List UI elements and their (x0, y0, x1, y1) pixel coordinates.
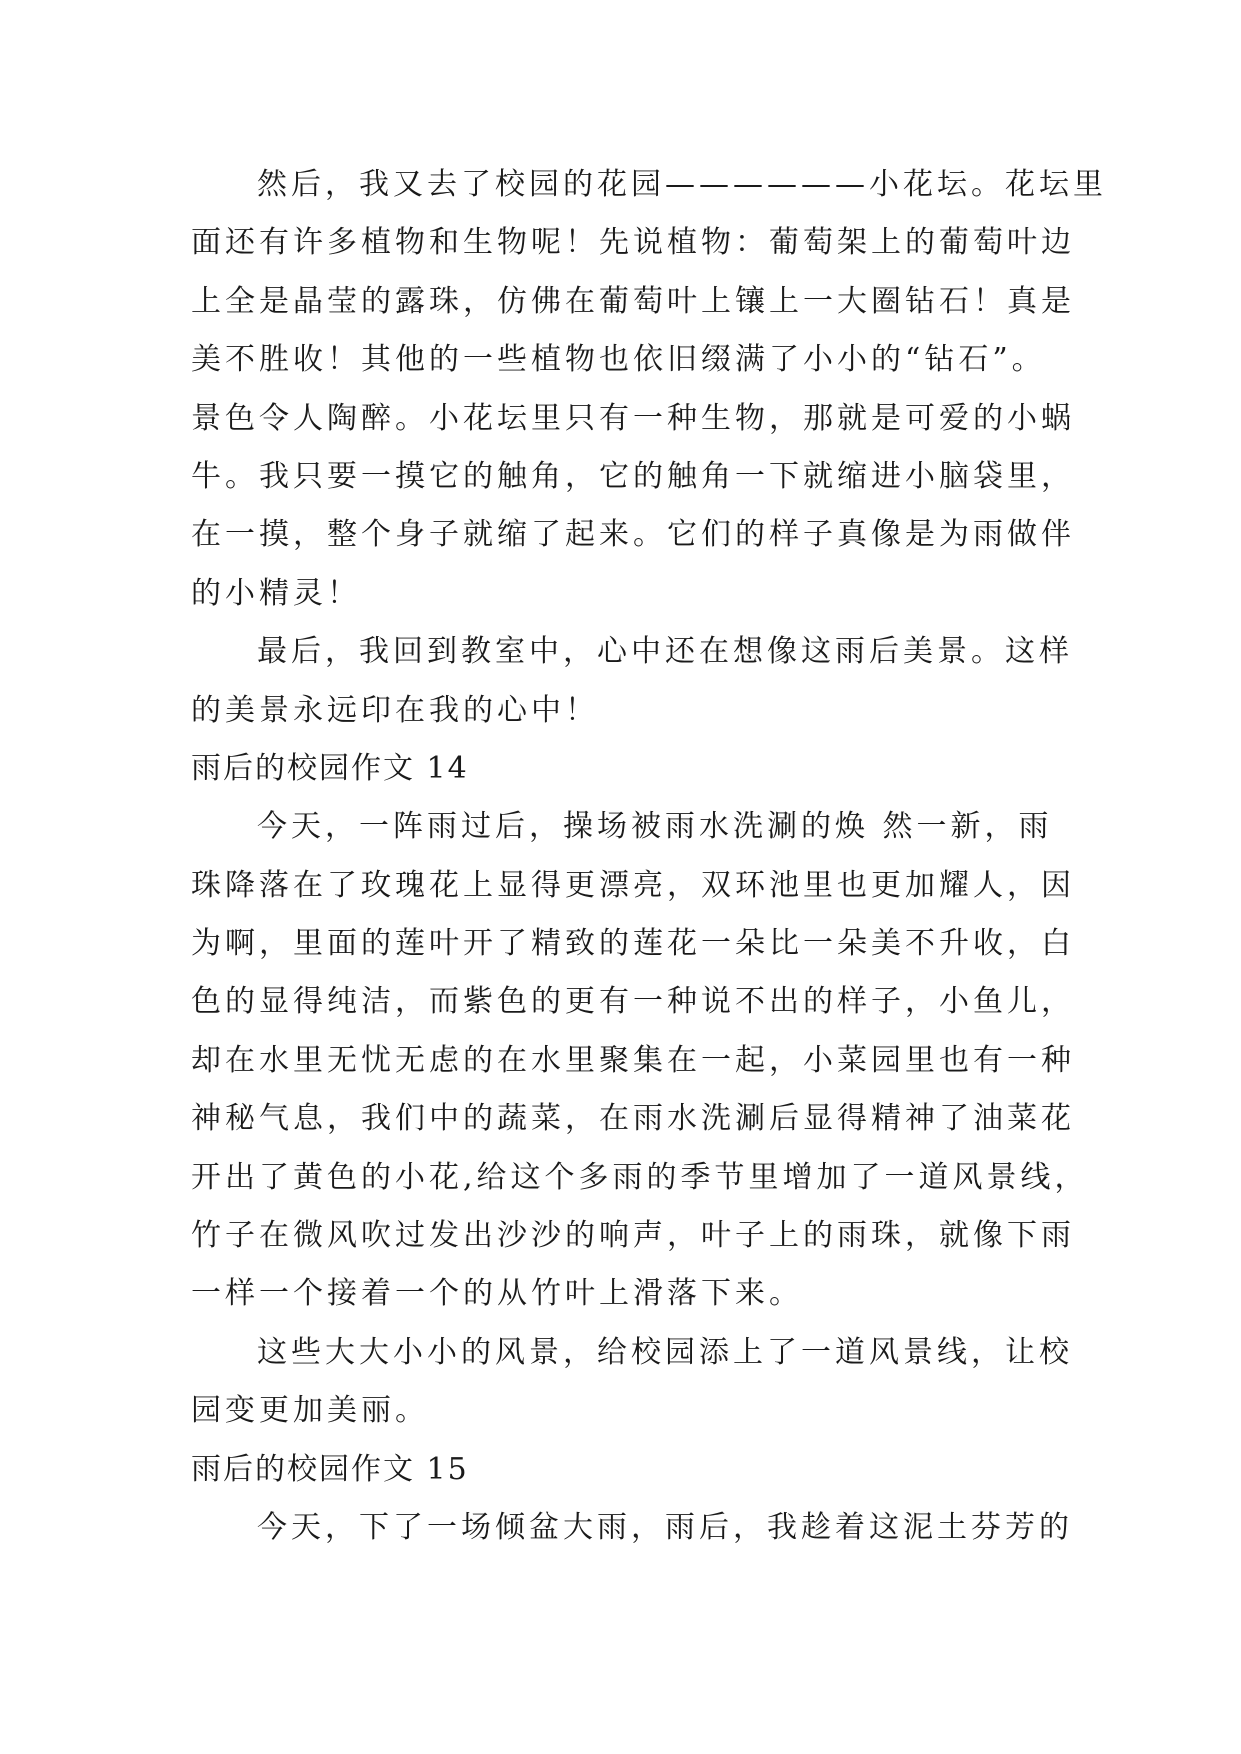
paragraph-line: 上全是晶莹的露珠，仿佛在葡萄叶上镶上一大圈钻石！真是 (191, 283, 1075, 319)
paragraph-line: 然后，我又去了校园的花园——————小花坛。花坛里 (257, 167, 1107, 202)
paragraph-line: 景色令人陶醉。小花坛里只有一种生物，那就是可爱的小蜗 (191, 400, 1075, 436)
paragraph-line: 美不胜收！其他的一些植物也依旧缀满了小小的“钻石”。 (191, 342, 1046, 378)
paragraph-line: 牛。我只要一摸它的触角，它的触角一下就缩进小脑袋里， (191, 458, 1075, 494)
paragraph-line: 珠降落在了玫瑰花上显得更漂亮，双环池里也更加耀人，因 (191, 867, 1075, 903)
paragraph-line: 最后，我回到教室中，心中还在想像这雨后美景。这样 (257, 634, 1073, 670)
paragraph-line: 园变更加美丽。 (191, 1393, 429, 1429)
paragraph-line: 的美景永远印在我的心中！ (191, 692, 599, 728)
paragraph-line: 面还有许多植物和生物呢！先说植物：葡萄架上的葡萄叶边 (191, 225, 1075, 261)
section-heading: 雨后的校园作文 14 (191, 750, 469, 786)
paragraph-line: 今天，下了一场倾盆大雨，雨后，我趁着这泥土芬芳的 (257, 1509, 1073, 1545)
paragraph (191, 1324, 1073, 1441)
paragraph-line: 开出了黄色的小花,给这个多雨的季节里增加了一道风景线， (191, 1159, 1089, 1195)
paragraph-line: 却在水里无忧无虑的在水里聚集在一起，小菜园里也有一种 (191, 1042, 1075, 1078)
paragraph (191, 1499, 1073, 1557)
paragraph-line: 色的显得纯洁，而紫色的更有一种说不出的样子，小鱼儿， (191, 984, 1075, 1020)
paragraph-line: 的小精灵！ (191, 575, 361, 611)
paragraph-line: 为啊，里面的莲叶开了精致的莲花一朵比一朵美不升收，白 (191, 926, 1075, 962)
paragraph-line: 神秘气息，我们中的蔬菜，在雨水洗涮后显得精神了油菜花 (191, 1101, 1075, 1137)
paragraph-line: 在一摸，整个身子就缩了起来。它们的样子真像是为雨做伴 (191, 517, 1075, 553)
paragraph-line: 这些大大小小的风景，给校园添上了一道风景线，让校 (257, 1334, 1073, 1370)
paragraph (191, 798, 1089, 1324)
paragraph (191, 623, 1073, 740)
paragraph-line: 竹子在微风吹过发出沙沙的响声，叶子上的雨珠，就像下雨 (191, 1218, 1075, 1254)
section-heading: 雨后的校园作文 15 (191, 1451, 469, 1487)
paragraph-line: 一样一个接着一个的从竹叶上滑落下来。 (191, 1276, 803, 1312)
paragraph-line: 今天，一阵雨过后，操场被雨水洗涮的焕 然一新，雨 (257, 809, 1053, 845)
paragraph (191, 156, 1107, 623)
document-body (191, 156, 1107, 1557)
